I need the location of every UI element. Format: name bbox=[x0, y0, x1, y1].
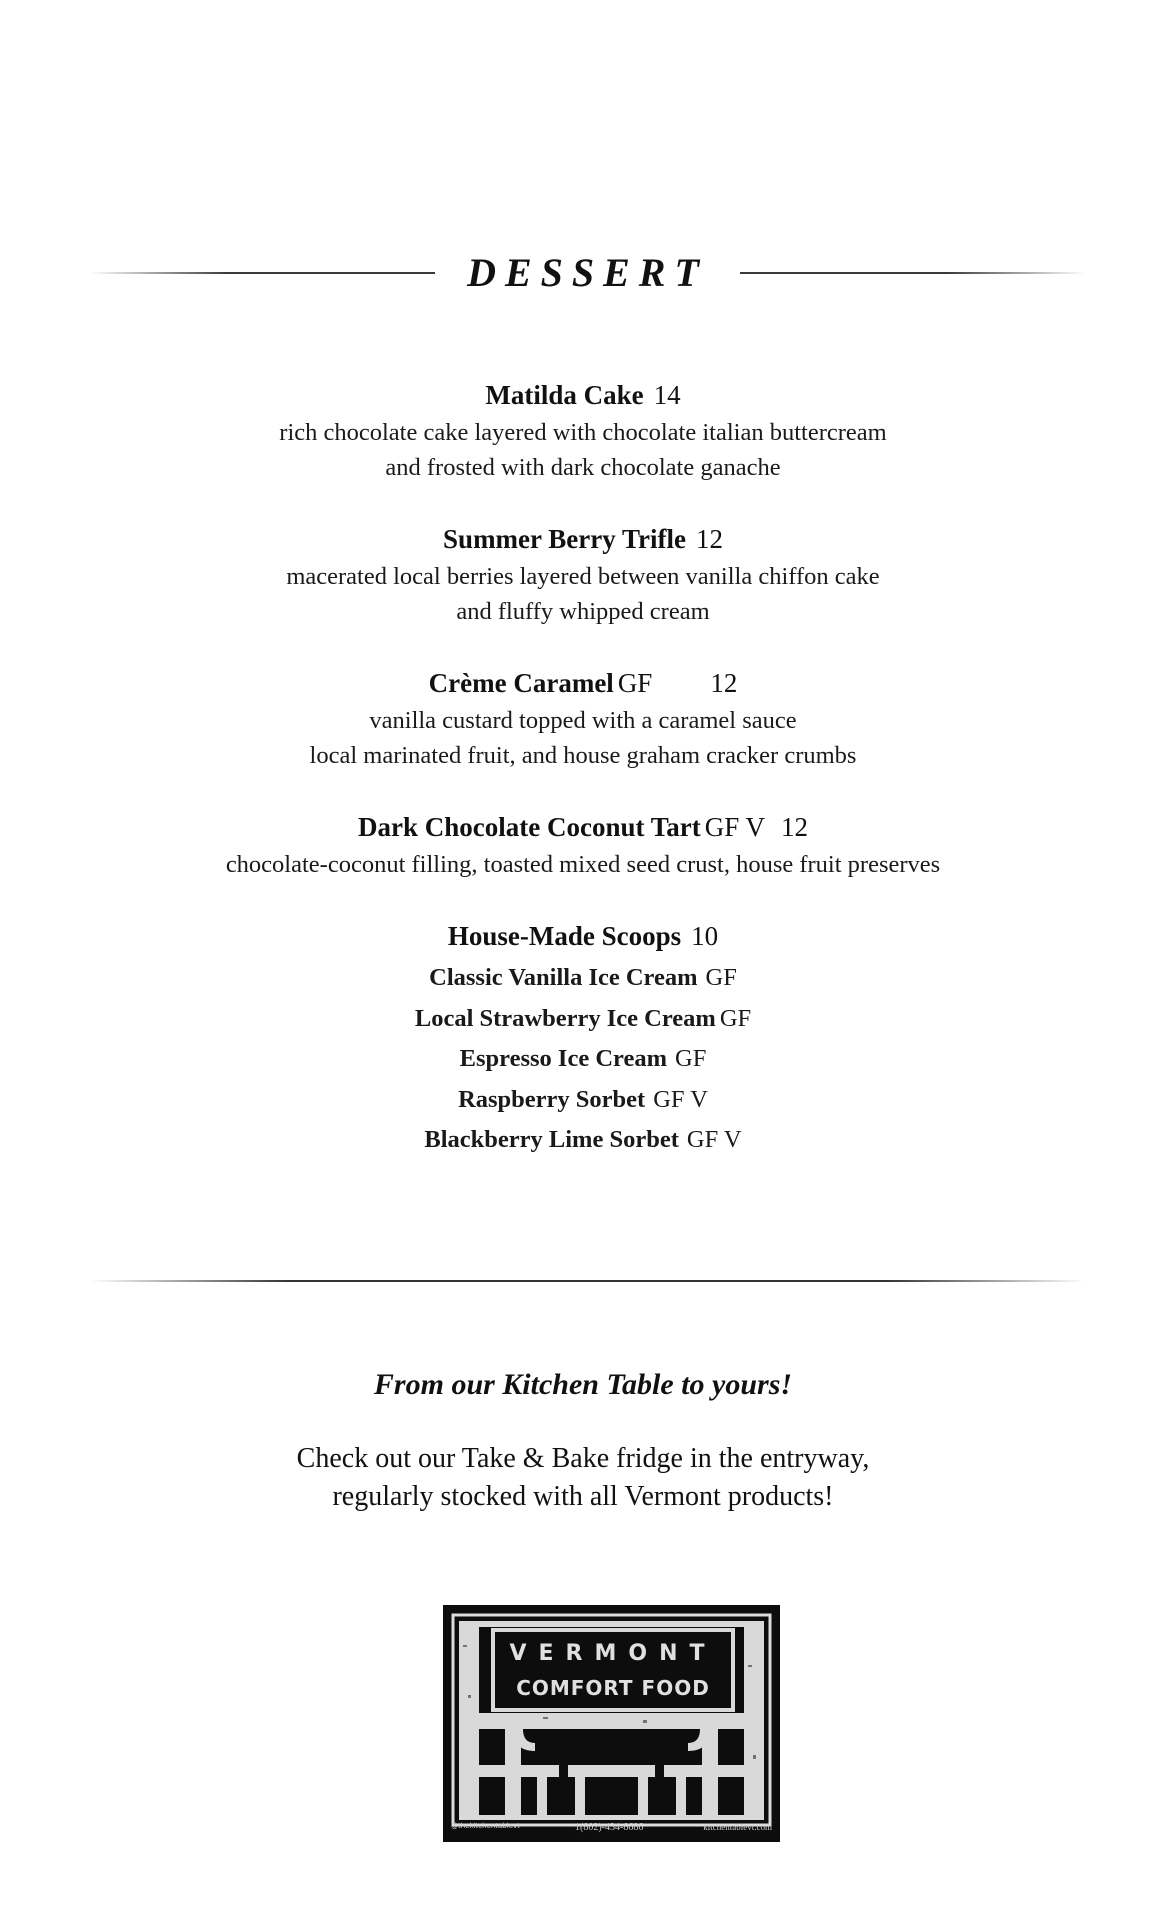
item-price: 12 bbox=[781, 812, 809, 842]
logo-line1: VERMONT bbox=[509, 1641, 717, 1666]
item-heading bbox=[0, 375, 1166, 415]
item-description: rich chocolate cake layered with chocolate italian buttercream bbox=[279, 419, 887, 446]
item-diet-tag: GF V bbox=[704, 812, 766, 842]
social-handle: @thekitchentablevt bbox=[451, 1822, 520, 1830]
item-description: vanilla custard topped with a caramel sauce bbox=[369, 707, 797, 734]
menu-item bbox=[0, 519, 1166, 629]
item-description: and fluffy whipped cream bbox=[456, 598, 710, 625]
item-price: 14 bbox=[653, 380, 681, 410]
item-name: Crème Caramel bbox=[428, 668, 614, 698]
flavor-name: Raspberry Sorbet bbox=[458, 1085, 646, 1113]
flavor-diet-tag: GF V bbox=[686, 1126, 742, 1153]
flavor-diet-tag: GF bbox=[719, 1004, 752, 1032]
scoop-flavor bbox=[0, 958, 1166, 999]
website: kitchentablevt.com bbox=[703, 1822, 772, 1832]
item-heading bbox=[0, 663, 1166, 703]
menu-item bbox=[0, 375, 1166, 485]
flavor-diet-tag: GF bbox=[705, 964, 737, 991]
scoop-list bbox=[0, 958, 1166, 1161]
logo-artwork bbox=[443, 1605, 780, 1842]
scoop-flavor bbox=[0, 999, 1166, 1040]
item-name: Summer Berry Trifle bbox=[443, 524, 686, 554]
scoop-flavor bbox=[0, 1080, 1166, 1121]
scoop-flavor bbox=[0, 1120, 1166, 1161]
item-heading bbox=[0, 916, 1166, 956]
menu-header bbox=[90, 238, 1085, 308]
scoop-flavor bbox=[0, 1039, 1166, 1080]
flavor-name: Classic Vanilla Ice Cream bbox=[429, 964, 698, 991]
section-divider bbox=[90, 1280, 1085, 1282]
item-description: chocolate-coconut filling, toasted mixed seed crust, house fruit preserves bbox=[225, 851, 941, 878]
item-price: 10 bbox=[691, 921, 719, 951]
logo-contact-bar bbox=[443, 1822, 780, 1836]
item-description: macerated local berries layered between vanilla chiffon cake bbox=[286, 563, 880, 590]
menu-item bbox=[0, 663, 1166, 773]
item-description: and frosted with dark chocolate ganache bbox=[385, 454, 781, 481]
item-diet-tag: GF bbox=[617, 668, 653, 698]
promo-line: regularly stocked with all Vermont products! bbox=[332, 1481, 834, 1512]
menu-item bbox=[0, 807, 1166, 882]
tagline: From our Kitchen Table to yours! bbox=[373, 1368, 793, 1401]
promo-line: Check out our Take & Bake fridge in the entryway, bbox=[296, 1443, 870, 1474]
item-price: 12 bbox=[710, 668, 738, 698]
flavor-diet-tag: GF V bbox=[653, 1085, 708, 1113]
menu-item-scoops bbox=[0, 916, 1166, 1161]
item-heading bbox=[0, 519, 1166, 559]
promo-text bbox=[0, 1440, 1166, 1516]
header-rule-left bbox=[90, 272, 435, 274]
item-name: Dark Chocolate Coconut Tart bbox=[357, 812, 701, 842]
phone-number: 1(802)-434-8686 bbox=[575, 1822, 644, 1833]
flavor-name: Blackberry Lime Sorbet bbox=[424, 1126, 679, 1153]
menu-title: DESSERT bbox=[467, 250, 708, 295]
item-heading bbox=[0, 807, 1166, 847]
vermont-comfort-food-logo bbox=[443, 1605, 780, 1842]
item-name: House-Made Scoops bbox=[447, 921, 682, 951]
flavor-diet-tag: GF bbox=[675, 1045, 707, 1072]
item-price: 12 bbox=[695, 524, 723, 554]
flavor-name: Local Strawberry Ice Cream bbox=[414, 1004, 716, 1032]
item-description: local marinated fruit, and house graham cracker crumbs bbox=[309, 742, 857, 769]
flavor-name: Espresso Ice Cream bbox=[459, 1045, 667, 1072]
logo-line2: COMFORT FOOD bbox=[516, 1676, 710, 1700]
dessert-menu bbox=[0, 375, 1166, 1195]
header-rule-right bbox=[740, 272, 1085, 274]
item-name: Matilda Cake bbox=[485, 380, 644, 410]
